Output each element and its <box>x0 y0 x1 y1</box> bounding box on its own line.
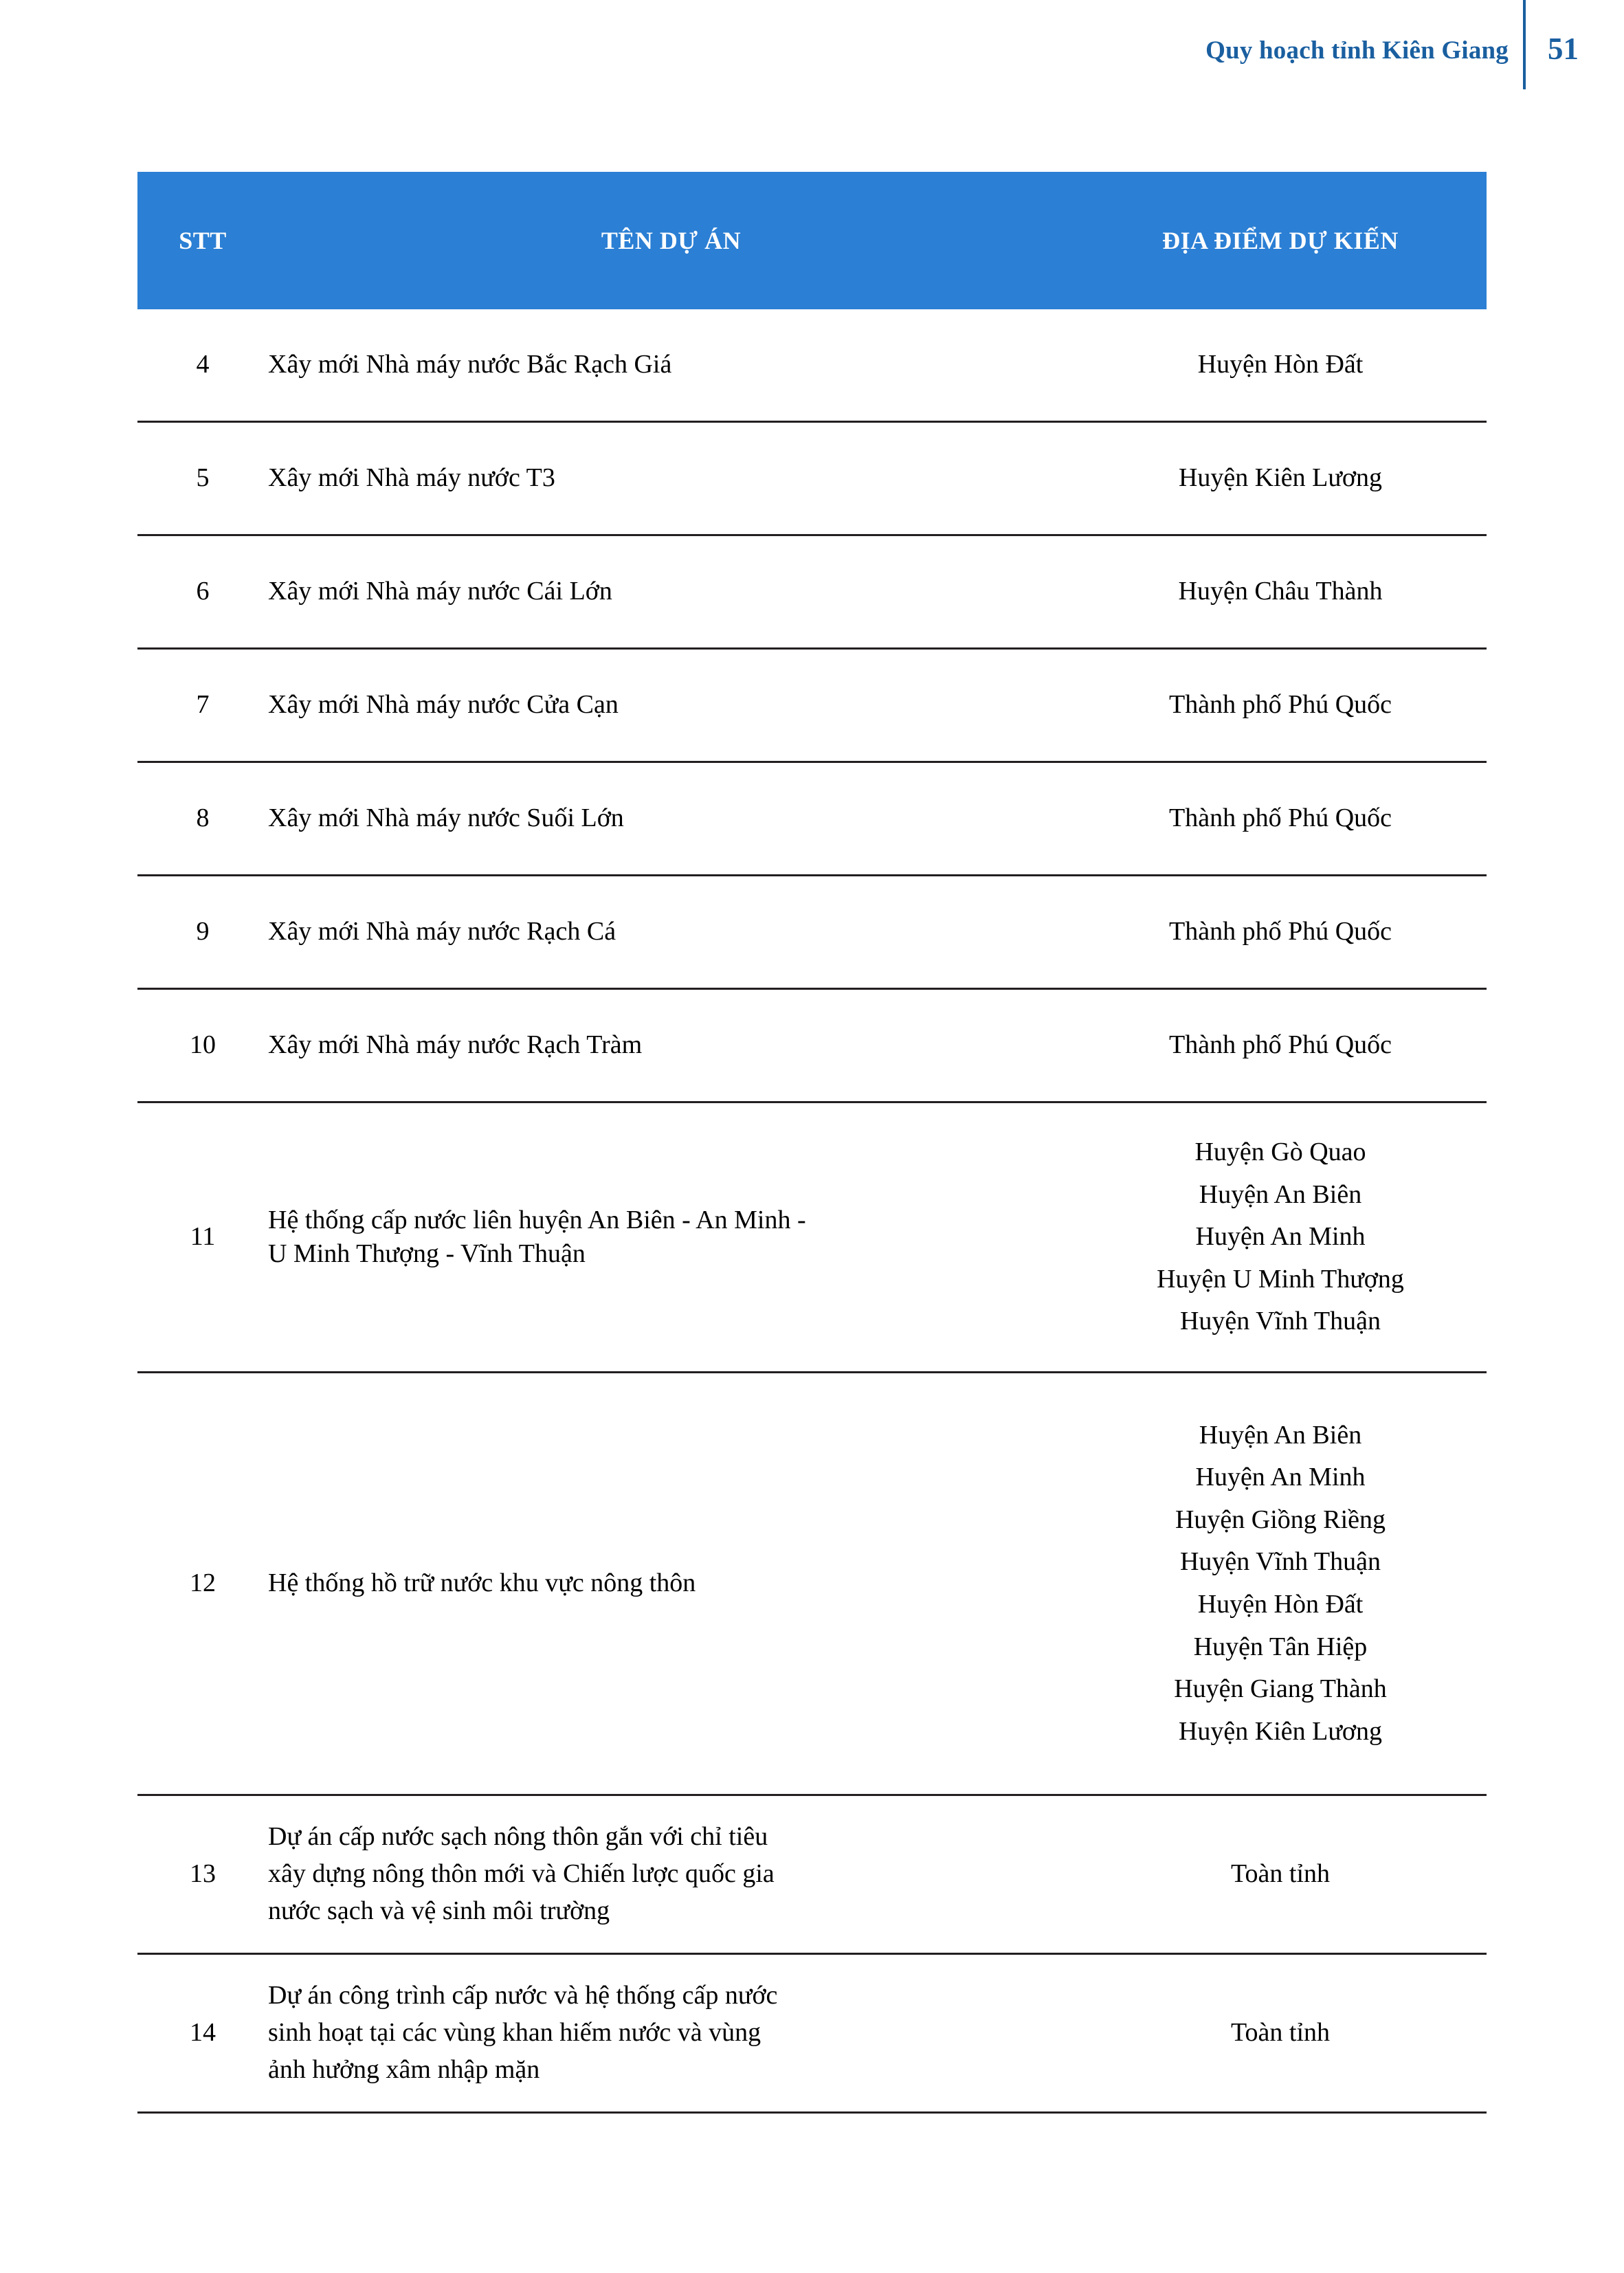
cell-location <box>1074 1102 1487 1373</box>
location-line: Huyện An Biên <box>1199 1179 1362 1209</box>
table-body <box>137 309 1487 2113</box>
location-line: Thành phố Phú Quốc <box>1168 917 1392 946</box>
location-line: Huyện Vĩnh Thuận <box>1179 1547 1381 1577</box>
location-line: Huyện Kiên Lương <box>1178 1716 1383 1746</box>
page-running-header <box>0 0 1624 96</box>
cell-project-name <box>268 1954 1074 2113</box>
project-name-line: Xây mới Nhà máy nước T3 <box>268 463 555 493</box>
project-name-line: Xây mới Nhà máy nước Rạch Cá <box>268 917 616 946</box>
cell-location <box>1074 876 1487 989</box>
cell-project-name <box>268 649 1074 762</box>
project-name-line: Xây mới Nhà máy nước Cái Lớn <box>268 577 612 606</box>
table-header <box>137 172 1487 309</box>
table-row <box>137 1373 1487 1795</box>
project-name-line: Hệ thống cấp nước liên huyện An Biên - An Minh - <box>268 1205 806 1234</box>
column-header-name: TÊN DỰ ÁN <box>268 172 1074 309</box>
project-name-line: Xây mới Nhà máy nước Bắc Rạch Giá <box>268 350 672 379</box>
location-line: Huyện Giồng Riềng <box>1175 1505 1386 1534</box>
location-line: Huyện An Minh <box>1195 1222 1366 1252</box>
cell-project-name <box>268 1102 1074 1373</box>
cell-project-name <box>268 876 1074 989</box>
cell-project-name <box>268 535 1074 649</box>
cell-stt: 12 <box>137 1373 268 1795</box>
location-line: Thành phố Phú Quốc <box>1168 803 1392 833</box>
location-line: Huyện An Minh <box>1195 1463 1366 1492</box>
cell-stt: 8 <box>137 762 268 876</box>
header-divider-rule <box>1523 0 1526 89</box>
table-row <box>137 876 1487 989</box>
project-list-table <box>137 172 1487 2114</box>
project-name-line: Dự án cấp nước sạch nông thôn gắn với chỉ tiêu <box>268 1822 768 1852</box>
cell-project-name <box>268 1795 1074 1954</box>
table-row <box>137 1954 1487 2113</box>
location-line: Thành phố Phú Quốc <box>1168 1030 1392 1060</box>
location-line: Huyện Tân Hiệp <box>1193 1632 1368 1661</box>
location-line: Toàn tỉnh <box>1230 1859 1331 1889</box>
cell-stt: 13 <box>137 1795 268 1954</box>
document-title: Quy hoạch tỉnh Kiên Giang <box>1205 36 1509 65</box>
cell-location <box>1074 989 1487 1102</box>
location-line: Huyện Châu Thành <box>1178 577 1383 606</box>
project-name-line: ảnh hưởng xâm nhập mặn <box>268 2054 540 2084</box>
cell-project-name <box>268 422 1074 535</box>
project-name-line: sinh hoạt tại các vùng khan hiếm nước và vùng <box>268 2018 761 2048</box>
page-number: 51 <box>1548 32 1579 66</box>
location-line: Huyện U Minh Thượng <box>1157 1264 1404 1294</box>
location-line: Huyện Vĩnh Thuận <box>1179 1307 1381 1336</box>
cell-location <box>1074 649 1487 762</box>
cell-stt: 7 <box>137 649 268 762</box>
cell-project-name <box>268 309 1074 422</box>
cell-location <box>1074 762 1487 876</box>
location-line: Toàn tỉnh <box>1230 2018 1331 2048</box>
cell-stt: 11 <box>137 1102 268 1373</box>
project-name-line: nước sạch và vệ sinh môi trường <box>268 1896 610 1925</box>
table-row <box>137 989 1487 1102</box>
cell-stt: 9 <box>137 876 268 989</box>
cell-location <box>1074 535 1487 649</box>
cell-stt: 5 <box>137 422 268 535</box>
project-name-line: Xây mới Nhà máy nước Suối Lớn <box>268 803 624 833</box>
project-name-line: Xây mới Nhà máy nước Cửa Cạn <box>268 690 619 720</box>
cell-stt: 10 <box>137 989 268 1102</box>
table-row <box>137 1102 1487 1373</box>
column-header-stt: STT <box>137 172 268 309</box>
table-row <box>137 309 1487 422</box>
table-row <box>137 1795 1487 1954</box>
location-line: Huyện Gò Quao <box>1194 1138 1366 1167</box>
cell-stt: 14 <box>137 1954 268 2113</box>
cell-stt: 6 <box>137 535 268 649</box>
cell-project-name <box>268 989 1074 1102</box>
cell-location <box>1074 1373 1487 1795</box>
table-row <box>137 422 1487 535</box>
cell-stt: 4 <box>137 309 268 422</box>
cell-location <box>1074 422 1487 535</box>
location-line: Thành phố Phú Quốc <box>1168 690 1392 720</box>
table-row <box>137 762 1487 876</box>
cell-location <box>1074 1954 1487 2113</box>
location-line: Huyện An Biên <box>1199 1420 1362 1450</box>
cell-location <box>1074 1795 1487 1954</box>
table-row <box>137 649 1487 762</box>
project-name-line: U Minh Thượng - Vĩnh Thuận <box>268 1239 586 1268</box>
table-row <box>137 535 1487 649</box>
location-line: Huyện Hòn Đất <box>1197 1590 1364 1619</box>
project-name-line: Hệ thống hồ trữ nước khu vực nông thôn <box>268 1568 696 1598</box>
table-header-row <box>137 172 1487 309</box>
project-name-line: Dự án công trình cấp nước và hệ thống cấp nước <box>268 1981 778 2010</box>
location-line: Huyện Kiên Lương <box>1178 463 1383 493</box>
project-name-line: Xây mới Nhà máy nước Rạch Tràm <box>268 1030 643 1060</box>
location-line: Huyện Giang Thành <box>1174 1674 1387 1704</box>
cell-location <box>1074 309 1487 422</box>
project-name-line: xây dựng nông thôn mới và Chiến lược quốc gia <box>268 1859 775 1889</box>
location-line: Huyện Hòn Đất <box>1197 350 1364 379</box>
cell-project-name <box>268 762 1074 876</box>
column-header-location: ĐỊA ĐIỂM DỰ KIẾN <box>1074 172 1487 309</box>
cell-project-name <box>268 1373 1074 1795</box>
